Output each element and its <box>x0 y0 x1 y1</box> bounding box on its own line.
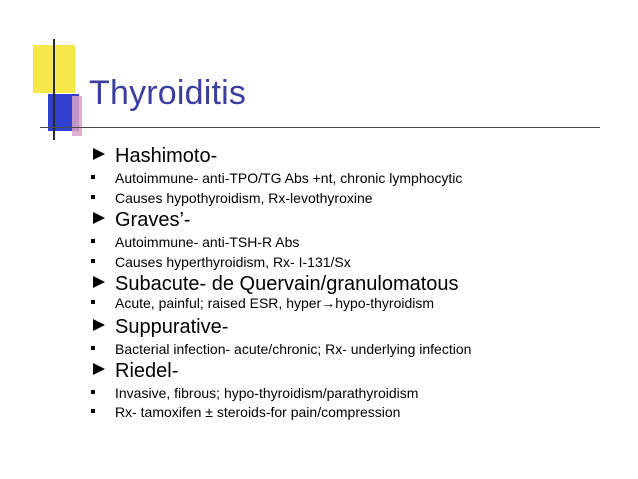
triangle-bullet-icon <box>93 319 105 331</box>
triangle-bullet-icon <box>93 212 105 224</box>
square-bullet-icon <box>91 409 95 413</box>
square-bullet-icon <box>91 346 95 350</box>
square-bullet-icon <box>91 300 95 304</box>
slide: Thyroiditis Hashimoto- Autoimmune- anti-TPO/TG Abs +nt, chronic lymphocytic Causes hypothyroidism, Rx-levothyroxine Graves’- Autoimmune- anti-TSH-R Abs Causes hyperthyroidism, Rx- I-131/Sx Subacute- de Quervain/granulomatous Acute, painful; raised ESR, hyper→hypo-thyroidism Suppurative- Bacterial infection- acute/chronic; Rx- underlying infection Riedel- Invasive, fibrous; hypo-thyroidism/parathyroidism Rx- tamoxifen ± steroids-for pain/compression <box>0 0 638 479</box>
triangle-bullet-icon <box>93 148 105 160</box>
square-bullet-icon <box>91 390 95 394</box>
square-bullet-icon <box>91 259 95 263</box>
decor-vertical-line <box>53 39 55 140</box>
square-bullet-icon <box>91 195 95 199</box>
square-bullet-icon <box>91 175 95 179</box>
decor-pink-bar <box>72 96 82 136</box>
triangle-bullet-icon <box>93 363 105 375</box>
square-bullet-icon <box>91 239 95 243</box>
slide-title: Thyroiditis <box>89 74 247 112</box>
triangle-bullet-icon <box>93 276 105 288</box>
right-arrow-icon: → <box>321 295 336 311</box>
title-underline <box>40 127 600 128</box>
